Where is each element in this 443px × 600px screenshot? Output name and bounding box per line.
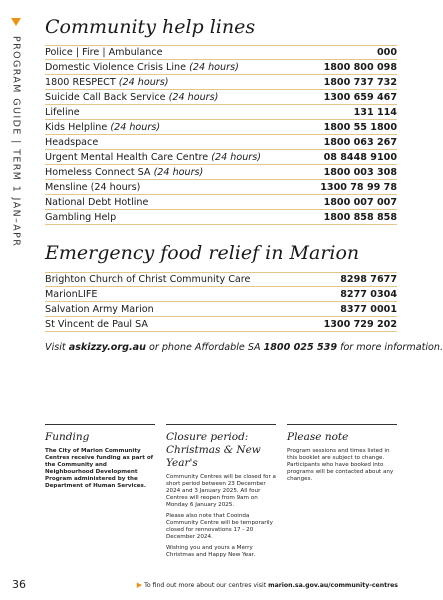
row-name: Gambling Help	[45, 211, 117, 223]
table-row	[45, 287, 397, 302]
food-relief-title: Emergency food relief in Marion	[45, 242, 360, 264]
phone-number: 1800 737 732	[323, 76, 397, 88]
closure-text-1: Community Centres will be closed for a short period between 23 December 2024 and 3 January 2025. All four Centres will reopen from 9am on Monday 6 January 2025.	[166, 474, 276, 508]
note-box	[287, 424, 397, 487]
table-row	[45, 90, 397, 105]
table-row	[45, 150, 397, 165]
row-name: Brighton Church of Christ Community Care	[45, 274, 251, 285]
row-name: Headspace	[45, 136, 99, 148]
phone-number: 1800 063 267	[323, 136, 397, 148]
row-name: Domestic Violence Crisis Line (24 hours)	[45, 61, 239, 73]
table-row	[45, 165, 397, 180]
phone-number: 1800 800 098	[323, 61, 397, 73]
helplines-table	[45, 45, 397, 225]
table-row	[45, 317, 397, 332]
funding-title: Funding	[45, 431, 90, 443]
divider	[287, 424, 397, 425]
affordable-sa-phone: 1800 025 539	[263, 342, 338, 353]
arrow-right-icon: ▶	[136, 581, 143, 589]
closure-text-3: Wishing you and yours a Merry Christmas and Happy New Year.	[166, 545, 256, 558]
table-row	[45, 180, 397, 195]
table-row	[45, 195, 397, 210]
divider	[166, 424, 276, 425]
row-name: Police | Fire | Ambulance	[45, 47, 163, 58]
phone-number: 1800 007 007	[323, 196, 397, 208]
row-name: MarionLIFE	[45, 288, 98, 300]
table-row	[45, 60, 397, 75]
row-note: (24 hours)	[153, 166, 204, 178]
row-name: Kids Helpline (24 hours)	[45, 121, 161, 133]
row-note: (24 hours)	[168, 91, 219, 103]
food-relief-table	[45, 272, 397, 332]
table-row	[45, 272, 397, 287]
phone-number: 8277 0304	[340, 288, 397, 300]
note-title: Please note	[287, 431, 349, 443]
table-row	[45, 45, 397, 60]
funding-text: The City of Marion Community Centres receive funding as part of the Community and Neighbourhood Development Program administered by the Department of Human Services.	[45, 448, 154, 489]
table-row	[45, 105, 397, 120]
table-row	[45, 75, 397, 90]
closure-title: Closure period: Christmas & New Year's	[166, 431, 261, 469]
phone-number: 08 8448 9100	[323, 151, 397, 163]
row-name: Lifeline	[45, 106, 80, 118]
phone-number: 8377 0001	[340, 303, 397, 315]
divider	[45, 424, 155, 425]
helplines-title: Community help lines	[45, 16, 256, 38]
row-name: St Vincent de Paul SA	[45, 318, 148, 330]
phone-number: 8298 7677	[340, 274, 397, 285]
row-name: Urgent Mental Health Care Centre (24 hours)	[45, 151, 261, 163]
row-note: (24 hours)	[189, 61, 239, 73]
row-name: Salvation Army Marion	[45, 303, 154, 315]
sidebar-label: PROGRAM GUIDE | TERM 1 JAN–APR	[10, 36, 22, 248]
table-row	[45, 302, 397, 317]
table-row	[45, 135, 397, 150]
phone-number: 1300 659 467	[323, 91, 397, 103]
phone-number: 1300 78 99 78	[320, 181, 397, 193]
community-centres-link[interactable]: marion.sa.gov.au/community-centres	[268, 582, 398, 589]
note-text: Program sessions and times listed in this booklet are subject to change. Participants who have booked into programs will be contacted about any changes.	[287, 448, 394, 482]
table-row	[45, 120, 397, 135]
row-name: Mensline (24 hours)	[45, 181, 141, 193]
page-number: 36	[12, 578, 26, 591]
closure-text-2: Please also note that Cooinda Community Centre will be temporarily closed for rennovations 17 - 20 December 2024.	[166, 513, 273, 540]
closure-box	[166, 424, 276, 563]
row-name: 1800 RESPECT (24 hours)	[45, 76, 169, 88]
row-note: (24 hours)	[110, 121, 161, 133]
row-name: Homeless Connect SA (24 hours)	[45, 166, 204, 178]
askizzy-link[interactable]: askizzy.org.au	[68, 342, 146, 353]
phone-number: 000	[376, 47, 397, 58]
row-note: (24 hours)	[118, 76, 169, 88]
phone-number: 1300 729 202	[323, 318, 397, 330]
phone-number: 1800 858 858	[323, 211, 397, 223]
visit-line: Visit askizzy.org.au or phone Affordable SA 1800 025 539 for more information.	[45, 342, 443, 353]
row-name: Suicide Call Back Service (24 hours)	[45, 91, 219, 103]
table-row	[45, 210, 397, 225]
footer-line: ▶ To find out more about our centres visit marion.sa.gov.au/community-centres	[136, 581, 398, 589]
phone-number: 1800 55 1800	[323, 121, 397, 133]
triangle-marker-icon	[11, 18, 21, 26]
phone-number: 131 114	[353, 106, 397, 118]
row-name: National Debt Hotline	[45, 196, 149, 208]
phone-number: 1800 003 308	[323, 166, 397, 178]
funding-box	[45, 424, 155, 494]
row-note: (24 hours)	[211, 151, 261, 163]
